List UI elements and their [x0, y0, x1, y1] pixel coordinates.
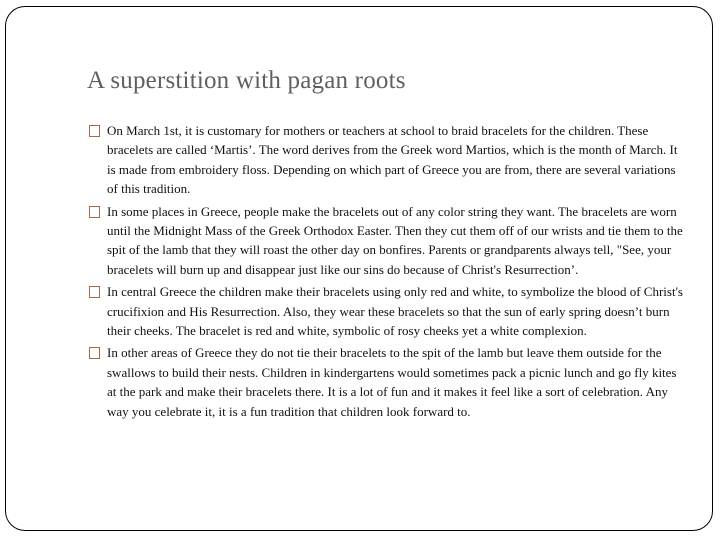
hollow-square-bullet-icon: [89, 206, 100, 218]
bullet-text: In central Greece the children make their bracelets using only red and white, to symbolize the blood of Christ's crucifixion and His Resurrection. Also, they wear these bracelets so that the sun of early spring doesn’t burn their cheeks. The bracelet is red and white, symbolic of rosy cheeks yet a white complexion.: [107, 284, 683, 339]
bullet-text: On March 1st, it is customary for mothers or teachers at school to braid bracelets for the children. These bracelets are called ‘Martis’. The word derives from the Greek word Martios, which is the month of March. It is made from embroidery floss. Depending on which part of Greece you are from, there are several variations of this tradition.: [107, 123, 678, 197]
bullet-item-easter-tradition: [89, 202, 689, 280]
bullet-item-martis-origin: [89, 121, 689, 199]
bullet-text: In other areas of Greece they do not tie their bracelets to the spit of the lamb but leave them outside for the swallows to build their nests. Children in kindergartens would sometimes pack a picnic lunch and go fly kites at the park and make their bracelets there. It is a lot of fun and it makes it feel like a sort of celebration. Any way you celebrate it, it is a fun tradition that children look forward to.: [107, 345, 677, 419]
slide-title: A superstition with pagan roots: [87, 67, 406, 94]
bullet-item-central-greece: [89, 282, 689, 340]
bullet-list: [89, 121, 689, 421]
hollow-square-bullet-icon: [89, 125, 100, 137]
slide-frame: [5, 6, 713, 531]
hollow-square-bullet-icon: [89, 286, 100, 298]
bullet-text: In some places in Greece, people make the bracelets out of any color string they want. The bracelets are worn until the Midnight Mass of the Greek Orthodox Easter. Then they cut them off of our wrists and tie them to the spit of the lamb that they will roast the other day on bonfires. Parents or grandparents always tell, "See, your bracelets will burn up and disappear just like our sins do because of Christ's Resurrection’.: [107, 203, 683, 277]
hollow-square-bullet-icon: [89, 347, 100, 359]
bullet-item-swallows-nests: [89, 343, 689, 421]
